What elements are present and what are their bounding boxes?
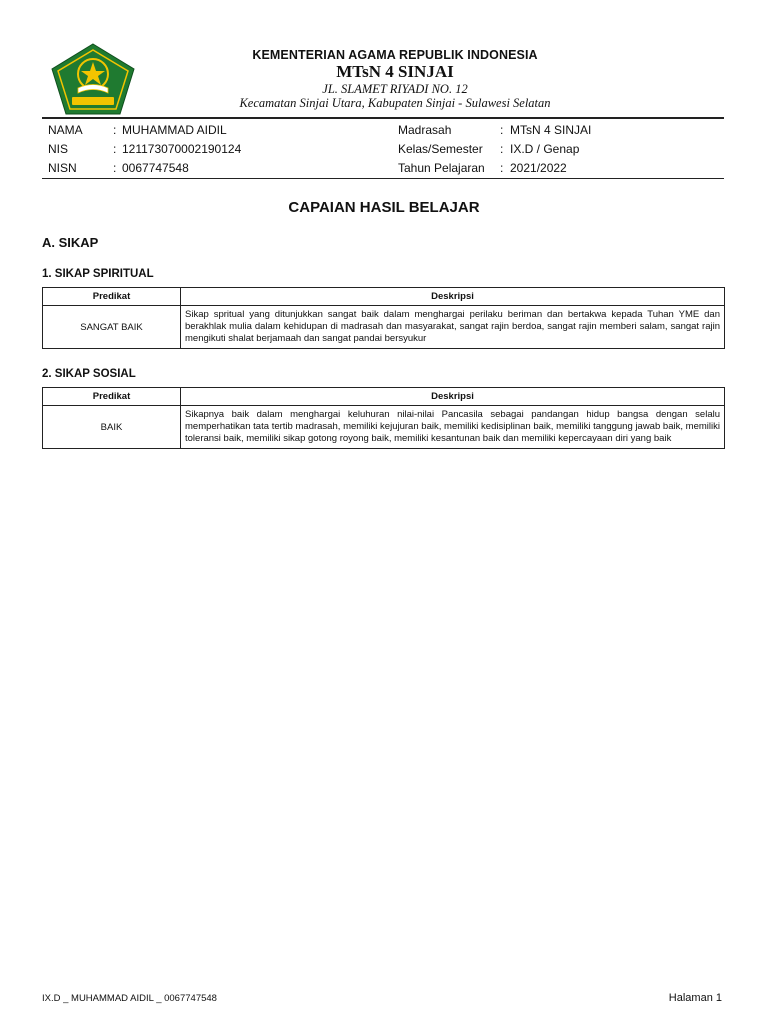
ministry-heading: KEMENTERIAN AGAMA REPUBLIK INDONESIA — [252, 48, 538, 62]
spiritual-heading: 1. SIKAP SPIRITUAL — [42, 268, 154, 280]
name-label: NAMA — [48, 123, 83, 137]
class-value: IX.D / Genap — [510, 142, 580, 156]
madrasah-label: Madrasah — [398, 123, 452, 137]
madrasah-value: MTsN 4 SINJAI — [510, 123, 592, 137]
info-row-name — [0, 122, 768, 138]
nisn-separator: : — [113, 161, 117, 175]
page-title: CAPAIAN HASIL BELAJAR — [288, 199, 480, 216]
footer-student-info: IX.D _ MUHAMMAD AIDIL _ 0067747548 — [42, 993, 217, 1004]
madrasah-separator: : — [500, 123, 504, 137]
spiritual-header-row — [43, 288, 725, 306]
kementerian-agama-logo — [50, 43, 136, 115]
header-divider — [42, 117, 724, 119]
sosial-table — [42, 387, 725, 449]
spiritual-row — [43, 306, 725, 349]
spiritual-col-deskripsi: Deskripsi — [181, 288, 725, 306]
sosial-col-deskripsi: Deskripsi — [181, 388, 725, 406]
sosial-header-row — [43, 388, 725, 406]
school-region: Kecamatan Sinjai Utara, Kabupaten Sinjai - Sulawesi Selatan — [239, 96, 551, 110]
nis-label: NIS — [48, 142, 69, 156]
nisn-label: NISN — [48, 161, 77, 175]
class-separator: : — [500, 142, 504, 156]
nisn-value: 0067747548 — [122, 161, 189, 175]
footer-page-number: Halaman 1 — [668, 992, 722, 1004]
year-label: Tahun Pelajaran — [398, 161, 485, 175]
class-label: Kelas/Semester — [398, 142, 483, 156]
spiritual-col-predikat: Predikat — [43, 288, 181, 306]
info-row-nisn — [0, 160, 768, 176]
info-row-nis — [0, 141, 768, 157]
name-value: MUHAMMAD AIDIL — [122, 123, 227, 137]
section-a-heading: A. SIKAP — [42, 235, 99, 250]
spiritual-predikat: SANGAT BAIK — [43, 306, 181, 349]
name-separator: : — [113, 123, 117, 137]
info-divider — [42, 178, 724, 179]
sosial-predikat: BAIK — [43, 406, 181, 449]
school-name: MTsN 4 SINJAI — [336, 62, 454, 81]
sosial-heading: 2. SIKAP SOSIAL — [42, 368, 136, 380]
nis-separator: : — [113, 142, 117, 156]
nis-value: 121173070002190124 — [122, 142, 242, 156]
school-address: JL. SLAMET RIYADI NO. 12 — [322, 82, 468, 96]
sosial-col-predikat: Predikat — [43, 388, 181, 406]
year-separator: : — [500, 161, 504, 175]
spiritual-deskripsi: Sikap spritual yang ditunjukkan sangat baik dalam menghargai perilaku beriman dan bertakwa kepada Tuhan YME dan berakhlak mulia dalam kehidupan di madrasah dan masyarakat, sangat rajin berdoa, sangat rajin memberi salam, sangat rajin mengikuti shalat berjamaah dan sangat pandai bersyukur — [181, 306, 725, 349]
sosial-deskripsi: Sikapnya baik dalam menghargai keluhuran nilai-nilai Pancasila sebagai pandangan hidup bangsa dengan selalu memperhatikan tata tertib madrasah, memiliki kejujuran baik, memiliki kedisiplinan baik, memiliki tanggung jawab baik, memiliki toleransi baik, memiliki sikap gotong royong baik, memiliki kesantunan baik dan memiliki kepercayaan diri yang baik — [181, 406, 725, 449]
sosial-row — [43, 406, 725, 449]
spiritual-table — [42, 287, 725, 349]
year-value: 2021/2022 — [510, 161, 567, 175]
